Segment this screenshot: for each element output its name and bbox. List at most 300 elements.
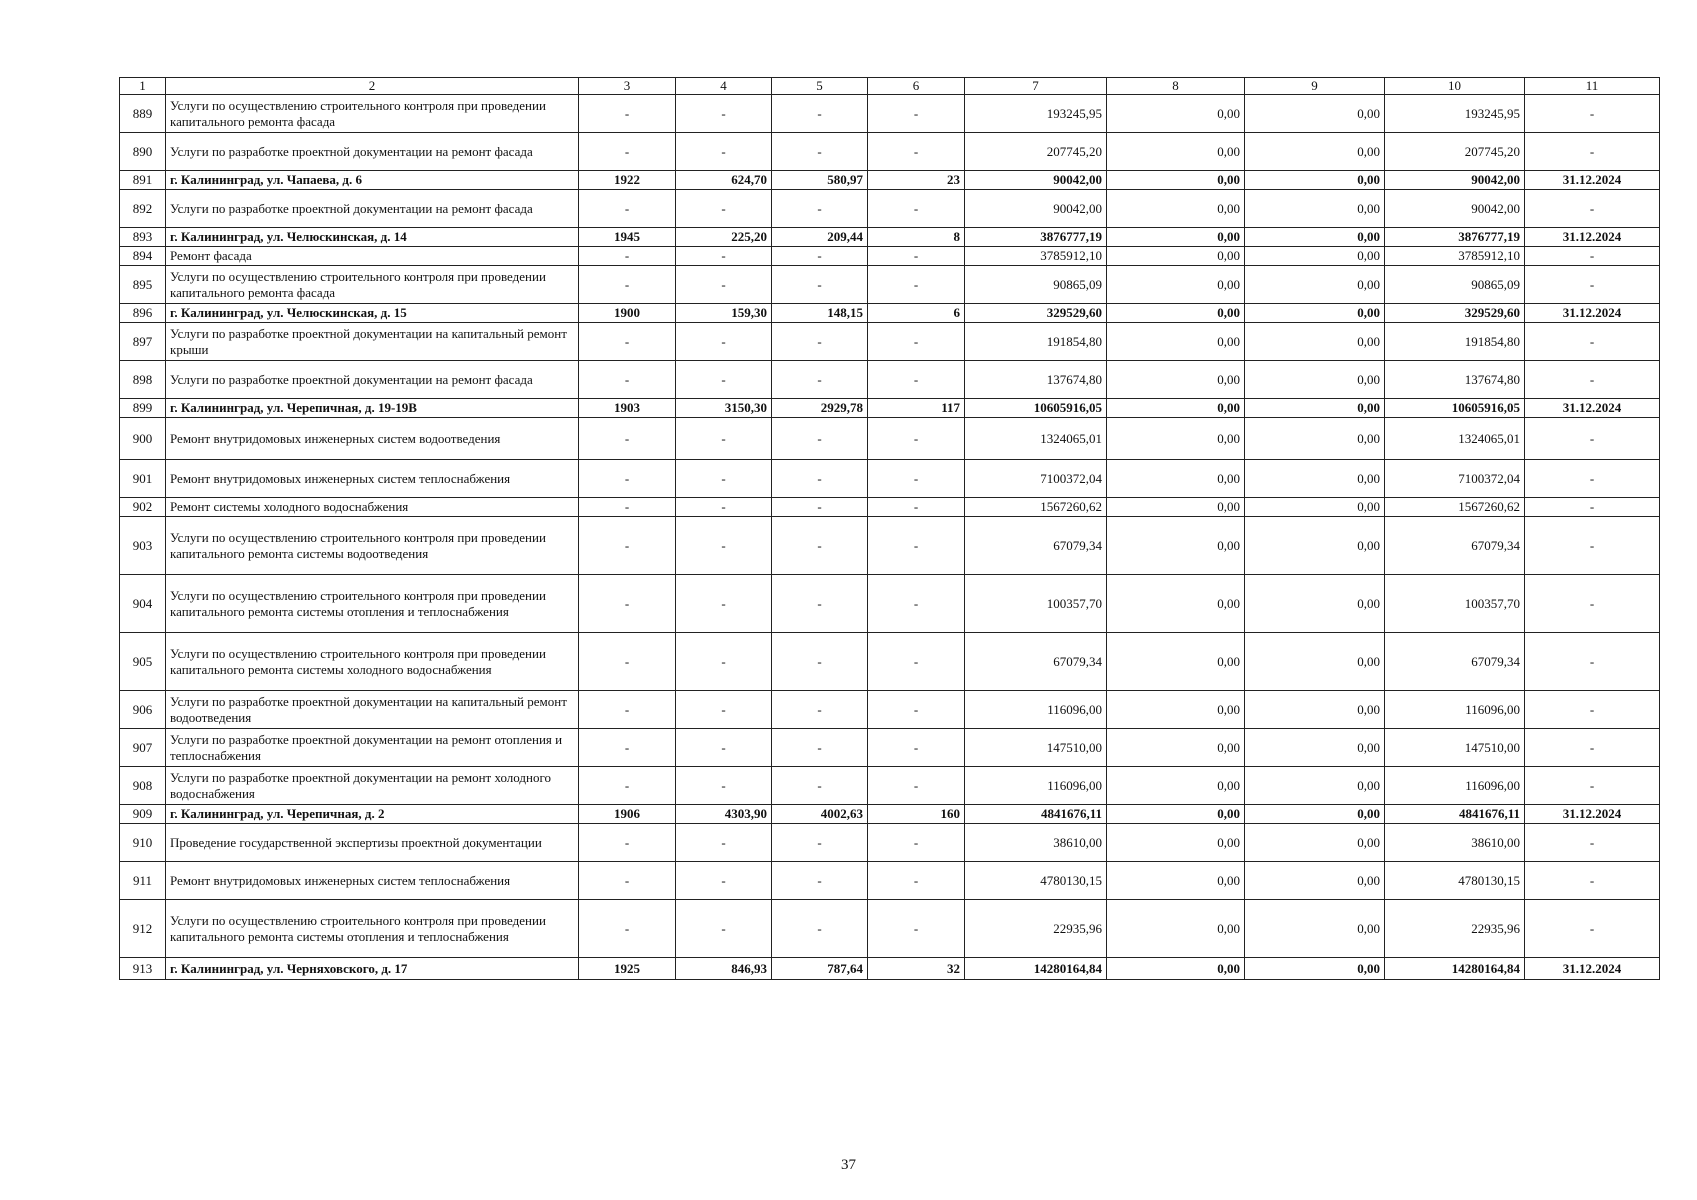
col-header: 8	[1107, 78, 1245, 95]
col10-value: 10605916,05	[1385, 399, 1525, 418]
col6-value: -	[868, 517, 965, 575]
col3-value: 1922	[579, 171, 676, 190]
row-number: 910	[120, 824, 166, 862]
row-number: 905	[120, 633, 166, 691]
col6-value: -	[868, 190, 965, 228]
table-row	[120, 824, 1660, 862]
col4-value: -	[676, 862, 772, 900]
table-row	[120, 862, 1660, 900]
col9-value: 0,00	[1245, 729, 1385, 767]
col7-value: 14280164,84	[965, 958, 1107, 980]
col7-value: 90042,00	[965, 190, 1107, 228]
col7-value: 207745,20	[965, 133, 1107, 171]
col5-value: -	[772, 266, 868, 304]
col9-value: 0,00	[1245, 862, 1385, 900]
col5-value: -	[772, 691, 868, 729]
col3-value: 1906	[579, 805, 676, 824]
header-row	[120, 78, 1660, 95]
col10-value: 38610,00	[1385, 824, 1525, 862]
col10-value: 22935,96	[1385, 900, 1525, 958]
col5-value: 787,64	[772, 958, 868, 980]
col10-value: 67079,34	[1385, 633, 1525, 691]
col11-value: -	[1525, 824, 1660, 862]
col6-value: -	[868, 824, 965, 862]
col-header: 11	[1525, 78, 1660, 95]
table-row	[120, 805, 1660, 824]
row-description: г. Калининград, ул. Челюскинская, д. 14	[166, 228, 579, 247]
col3-value: -	[579, 767, 676, 805]
works-table	[119, 77, 1660, 980]
table-row	[120, 190, 1660, 228]
col11-value: 31.12.2024	[1525, 958, 1660, 980]
col5-value: -	[772, 460, 868, 498]
col3-value: -	[579, 517, 676, 575]
col11-value: -	[1525, 900, 1660, 958]
col8-value: 0,00	[1107, 767, 1245, 805]
col7-value: 67079,34	[965, 517, 1107, 575]
row-description: Услуги по осуществлению строительного контроля при проведении капитального ремонта фасада	[166, 95, 579, 133]
col7-value: 67079,34	[965, 633, 1107, 691]
col-header: 4	[676, 78, 772, 95]
row-description: Услуги по разработке проектной документации на ремонт отопления и теплоснабжения	[166, 729, 579, 767]
col7-value: 116096,00	[965, 767, 1107, 805]
col9-value: 0,00	[1245, 805, 1385, 824]
col9-value: 0,00	[1245, 171, 1385, 190]
col10-value: 191854,80	[1385, 323, 1525, 361]
col7-value: 3785912,10	[965, 247, 1107, 266]
row-number: 890	[120, 133, 166, 171]
row-number: 889	[120, 95, 166, 133]
row-number: 901	[120, 460, 166, 498]
col6-value: -	[868, 95, 965, 133]
col5-value: -	[772, 498, 868, 517]
row-description: Проведение государственной экспертизы проектной документации	[166, 824, 579, 862]
col11-value: -	[1525, 498, 1660, 517]
col8-value: 0,00	[1107, 729, 1245, 767]
col7-value: 147510,00	[965, 729, 1107, 767]
col4-value: -	[676, 247, 772, 266]
col7-value: 90042,00	[965, 171, 1107, 190]
col11-value: -	[1525, 266, 1660, 304]
table-row	[120, 900, 1660, 958]
col9-value: 0,00	[1245, 824, 1385, 862]
col5-value: -	[772, 133, 868, 171]
col7-value: 193245,95	[965, 95, 1107, 133]
row-number: 898	[120, 361, 166, 399]
col6-value: -	[868, 633, 965, 691]
table-row	[120, 171, 1660, 190]
col4-value: -	[676, 361, 772, 399]
col8-value: 0,00	[1107, 323, 1245, 361]
col5-value: -	[772, 323, 868, 361]
col6-value: -	[868, 575, 965, 633]
row-description: Услуги по разработке проектной документации на ремонт фасада	[166, 361, 579, 399]
col7-value: 137674,80	[965, 361, 1107, 399]
col3-value: -	[579, 323, 676, 361]
table-body	[120, 95, 1660, 980]
col3-value: -	[579, 266, 676, 304]
col11-value: -	[1525, 460, 1660, 498]
col9-value: 0,00	[1245, 323, 1385, 361]
col5-value: 4002,63	[772, 805, 868, 824]
table-row	[120, 691, 1660, 729]
col11-value: -	[1525, 133, 1660, 171]
col11-value: -	[1525, 633, 1660, 691]
table-row	[120, 418, 1660, 460]
col4-value: -	[676, 517, 772, 575]
col4-value: -	[676, 190, 772, 228]
col9-value: 0,00	[1245, 228, 1385, 247]
col11-value: 31.12.2024	[1525, 399, 1660, 418]
col4-value: -	[676, 900, 772, 958]
col3-value: 1900	[579, 304, 676, 323]
row-description: Ремонт внутридомовых инженерных систем теплоснабжения	[166, 862, 579, 900]
table-row	[120, 958, 1660, 980]
col4-value: -	[676, 460, 772, 498]
col3-value: -	[579, 361, 676, 399]
col8-value: 0,00	[1107, 190, 1245, 228]
col5-value: -	[772, 95, 868, 133]
col8-value: 0,00	[1107, 460, 1245, 498]
table-row	[120, 95, 1660, 133]
row-description: Ремонт системы холодного водоснабжения	[166, 498, 579, 517]
col10-value: 90042,00	[1385, 171, 1525, 190]
col10-value: 4780130,15	[1385, 862, 1525, 900]
table-row	[120, 498, 1660, 517]
col3-value: -	[579, 691, 676, 729]
table-row	[120, 399, 1660, 418]
col10-value: 4841676,11	[1385, 805, 1525, 824]
col3-value: -	[579, 418, 676, 460]
col6-value: -	[868, 767, 965, 805]
col8-value: 0,00	[1107, 361, 1245, 399]
col9-value: 0,00	[1245, 460, 1385, 498]
col6-value: 32	[868, 958, 965, 980]
col4-value: -	[676, 633, 772, 691]
col7-value: 22935,96	[965, 900, 1107, 958]
col5-value: -	[772, 517, 868, 575]
col6-value: -	[868, 247, 965, 266]
col6-value: -	[868, 418, 965, 460]
col8-value: 0,00	[1107, 958, 1245, 980]
col-header: 5	[772, 78, 868, 95]
col7-value: 1324065,01	[965, 418, 1107, 460]
col11-value: -	[1525, 575, 1660, 633]
table-row	[120, 517, 1660, 575]
col3-value: -	[579, 498, 676, 517]
col11-value: 31.12.2024	[1525, 805, 1660, 824]
col11-value: -	[1525, 323, 1660, 361]
col3-value: -	[579, 190, 676, 228]
col9-value: 0,00	[1245, 399, 1385, 418]
row-description: Услуги по разработке проектной документации на ремонт фасада	[166, 133, 579, 171]
col4-value: 3150,30	[676, 399, 772, 418]
col11-value: -	[1525, 247, 1660, 266]
col3-value: 1945	[579, 228, 676, 247]
col9-value: 0,00	[1245, 958, 1385, 980]
col5-value: -	[772, 900, 868, 958]
table-row	[120, 247, 1660, 266]
col8-value: 0,00	[1107, 133, 1245, 171]
col10-value: 116096,00	[1385, 767, 1525, 805]
col6-value: 117	[868, 399, 965, 418]
col5-value: 2929,78	[772, 399, 868, 418]
table-row	[120, 575, 1660, 633]
table-row	[120, 729, 1660, 767]
col10-value: 14280164,84	[1385, 958, 1525, 980]
col4-value: -	[676, 691, 772, 729]
col5-value: -	[772, 575, 868, 633]
table-row	[120, 361, 1660, 399]
row-number: 904	[120, 575, 166, 633]
col3-value: -	[579, 247, 676, 266]
col11-value: -	[1525, 361, 1660, 399]
col4-value: -	[676, 266, 772, 304]
row-number: 911	[120, 862, 166, 900]
col9-value: 0,00	[1245, 633, 1385, 691]
col10-value: 207745,20	[1385, 133, 1525, 171]
col8-value: 0,00	[1107, 95, 1245, 133]
col6-value: -	[868, 361, 965, 399]
col10-value: 147510,00	[1385, 729, 1525, 767]
row-number: 899	[120, 399, 166, 418]
row-description: Услуги по разработке проектной документации на ремонт холодного водоснабжения	[166, 767, 579, 805]
col6-value: 6	[868, 304, 965, 323]
col7-value: 38610,00	[965, 824, 1107, 862]
row-description: Ремонт фасада	[166, 247, 579, 266]
row-number: 912	[120, 900, 166, 958]
col9-value: 0,00	[1245, 517, 1385, 575]
row-description: Услуги по осуществлению строительного контроля при проведении капитального ремонта фасада	[166, 266, 579, 304]
col6-value: -	[868, 691, 965, 729]
row-number: 897	[120, 323, 166, 361]
col5-value: -	[772, 767, 868, 805]
col4-value: -	[676, 729, 772, 767]
col-header: 1	[120, 78, 166, 95]
row-description: г. Калининград, ул. Челюскинская, д. 15	[166, 304, 579, 323]
col10-value: 1567260,62	[1385, 498, 1525, 517]
col9-value: 0,00	[1245, 361, 1385, 399]
col3-value: 1903	[579, 399, 676, 418]
col6-value: -	[868, 729, 965, 767]
col10-value: 90042,00	[1385, 190, 1525, 228]
col3-value: 1925	[579, 958, 676, 980]
col6-value: -	[868, 133, 965, 171]
col7-value: 90865,09	[965, 266, 1107, 304]
col9-value: 0,00	[1245, 418, 1385, 460]
col4-value: 624,70	[676, 171, 772, 190]
col-header: 2	[166, 78, 579, 95]
col9-value: 0,00	[1245, 691, 1385, 729]
table-row	[120, 767, 1660, 805]
page-number: 37	[841, 1157, 856, 1173]
col5-value: -	[772, 862, 868, 900]
col8-value: 0,00	[1107, 805, 1245, 824]
col6-value: -	[868, 323, 965, 361]
col7-value: 10605916,05	[965, 399, 1107, 418]
col7-value: 100357,70	[965, 575, 1107, 633]
row-description: Услуги по разработке проектной документации на капитальный ремонт водоотведения	[166, 691, 579, 729]
col10-value: 137674,80	[1385, 361, 1525, 399]
col10-value: 116096,00	[1385, 691, 1525, 729]
col9-value: 0,00	[1245, 304, 1385, 323]
row-number: 902	[120, 498, 166, 517]
col3-value: -	[579, 460, 676, 498]
col11-value: 31.12.2024	[1525, 304, 1660, 323]
document-page	[119, 77, 1659, 980]
col9-value: 0,00	[1245, 247, 1385, 266]
col9-value: 0,00	[1245, 95, 1385, 133]
col3-value: -	[579, 862, 676, 900]
col8-value: 0,00	[1107, 418, 1245, 460]
row-description: г. Калининград, ул. Черепичная, д. 2	[166, 805, 579, 824]
row-description: Услуги по осуществлению строительного контроля при проведении капитального ремонта системы отопления и теплоснабжения	[166, 575, 579, 633]
col9-value: 0,00	[1245, 575, 1385, 633]
col8-value: 0,00	[1107, 247, 1245, 266]
col9-value: 0,00	[1245, 498, 1385, 517]
col11-value: 31.12.2024	[1525, 228, 1660, 247]
col8-value: 0,00	[1107, 633, 1245, 691]
col8-value: 0,00	[1107, 266, 1245, 304]
col10-value: 1324065,01	[1385, 418, 1525, 460]
col4-value: -	[676, 498, 772, 517]
col11-value: -	[1525, 862, 1660, 900]
col3-value: -	[579, 95, 676, 133]
col-header: 6	[868, 78, 965, 95]
col3-value: -	[579, 900, 676, 958]
row-description: г. Калининград, ул. Черняховского, д. 17	[166, 958, 579, 980]
row-description: г. Калининград, ул. Черепичная, д. 19-19В	[166, 399, 579, 418]
col3-value: -	[579, 575, 676, 633]
col9-value: 0,00	[1245, 133, 1385, 171]
col4-value: 4303,90	[676, 805, 772, 824]
col10-value: 7100372,04	[1385, 460, 1525, 498]
col3-value: -	[579, 633, 676, 691]
row-number: 900	[120, 418, 166, 460]
table-row	[120, 228, 1660, 247]
col8-value: 0,00	[1107, 304, 1245, 323]
col4-value: -	[676, 824, 772, 862]
col11-value: -	[1525, 190, 1660, 228]
row-description: Услуги по осуществлению строительного контроля при проведении капитального ремонта системы водоотведения	[166, 517, 579, 575]
col3-value: -	[579, 824, 676, 862]
col9-value: 0,00	[1245, 900, 1385, 958]
col11-value: -	[1525, 691, 1660, 729]
col-header: 3	[579, 78, 676, 95]
col5-value: -	[772, 824, 868, 862]
col9-value: 0,00	[1245, 767, 1385, 805]
col4-value: 846,93	[676, 958, 772, 980]
row-number: 893	[120, 228, 166, 247]
col5-value: -	[772, 190, 868, 228]
col3-value: -	[579, 133, 676, 171]
row-number: 908	[120, 767, 166, 805]
row-number: 896	[120, 304, 166, 323]
col4-value: -	[676, 95, 772, 133]
row-description: г. Калининград, ул. Чапаева, д. 6	[166, 171, 579, 190]
col-header: 7	[965, 78, 1107, 95]
col5-value: -	[772, 418, 868, 460]
col5-value: -	[772, 729, 868, 767]
col8-value: 0,00	[1107, 498, 1245, 517]
col10-value: 3876777,19	[1385, 228, 1525, 247]
col11-value: -	[1525, 95, 1660, 133]
row-number: 894	[120, 247, 166, 266]
col7-value: 1567260,62	[965, 498, 1107, 517]
col7-value: 329529,60	[965, 304, 1107, 323]
row-description: Ремонт внутридомовых инженерных систем водоотведения	[166, 418, 579, 460]
col10-value: 67079,34	[1385, 517, 1525, 575]
row-number: 906	[120, 691, 166, 729]
col6-value: -	[868, 900, 965, 958]
col4-value: -	[676, 133, 772, 171]
col11-value: -	[1525, 767, 1660, 805]
row-description: Ремонт внутридомовых инженерных систем теплоснабжения	[166, 460, 579, 498]
col8-value: 0,00	[1107, 399, 1245, 418]
col5-value: -	[772, 247, 868, 266]
row-number: 895	[120, 266, 166, 304]
col6-value: -	[868, 498, 965, 517]
row-description: Услуги по разработке проектной документации на ремонт фасада	[166, 190, 579, 228]
table-row	[120, 460, 1660, 498]
col6-value: 8	[868, 228, 965, 247]
col5-value: -	[772, 361, 868, 399]
col3-value: -	[579, 729, 676, 767]
col4-value: -	[676, 418, 772, 460]
col-header: 9	[1245, 78, 1385, 95]
col5-value: -	[772, 633, 868, 691]
col6-value: -	[868, 460, 965, 498]
col8-value: 0,00	[1107, 575, 1245, 633]
col8-value: 0,00	[1107, 691, 1245, 729]
col8-value: 0,00	[1107, 228, 1245, 247]
col6-value: -	[868, 862, 965, 900]
col8-value: 0,00	[1107, 171, 1245, 190]
col8-value: 0,00	[1107, 862, 1245, 900]
col7-value: 116096,00	[965, 691, 1107, 729]
table-row	[120, 323, 1660, 361]
col11-value: 31.12.2024	[1525, 171, 1660, 190]
col6-value: 23	[868, 171, 965, 190]
col4-value: -	[676, 767, 772, 805]
col10-value: 329529,60	[1385, 304, 1525, 323]
col8-value: 0,00	[1107, 517, 1245, 575]
row-number: 907	[120, 729, 166, 767]
col5-value: 580,97	[772, 171, 868, 190]
col10-value: 3785912,10	[1385, 247, 1525, 266]
table-row	[120, 266, 1660, 304]
col4-value: 225,20	[676, 228, 772, 247]
table-row	[120, 133, 1660, 171]
col8-value: 0,00	[1107, 900, 1245, 958]
col10-value: 90865,09	[1385, 266, 1525, 304]
col7-value: 3876777,19	[965, 228, 1107, 247]
row-number: 913	[120, 958, 166, 980]
col10-value: 100357,70	[1385, 575, 1525, 633]
table-row	[120, 304, 1660, 323]
col8-value: 0,00	[1107, 824, 1245, 862]
row-description: Услуги по осуществлению строительного контроля при проведении капитального ремонта системы холодного водоснабжения	[166, 633, 579, 691]
row-number: 909	[120, 805, 166, 824]
col4-value: -	[676, 575, 772, 633]
col-header: 10	[1385, 78, 1525, 95]
col4-value: 159,30	[676, 304, 772, 323]
col10-value: 193245,95	[1385, 95, 1525, 133]
col9-value: 0,00	[1245, 266, 1385, 304]
row-number: 891	[120, 171, 166, 190]
col7-value: 4841676,11	[965, 805, 1107, 824]
col5-value: 148,15	[772, 304, 868, 323]
